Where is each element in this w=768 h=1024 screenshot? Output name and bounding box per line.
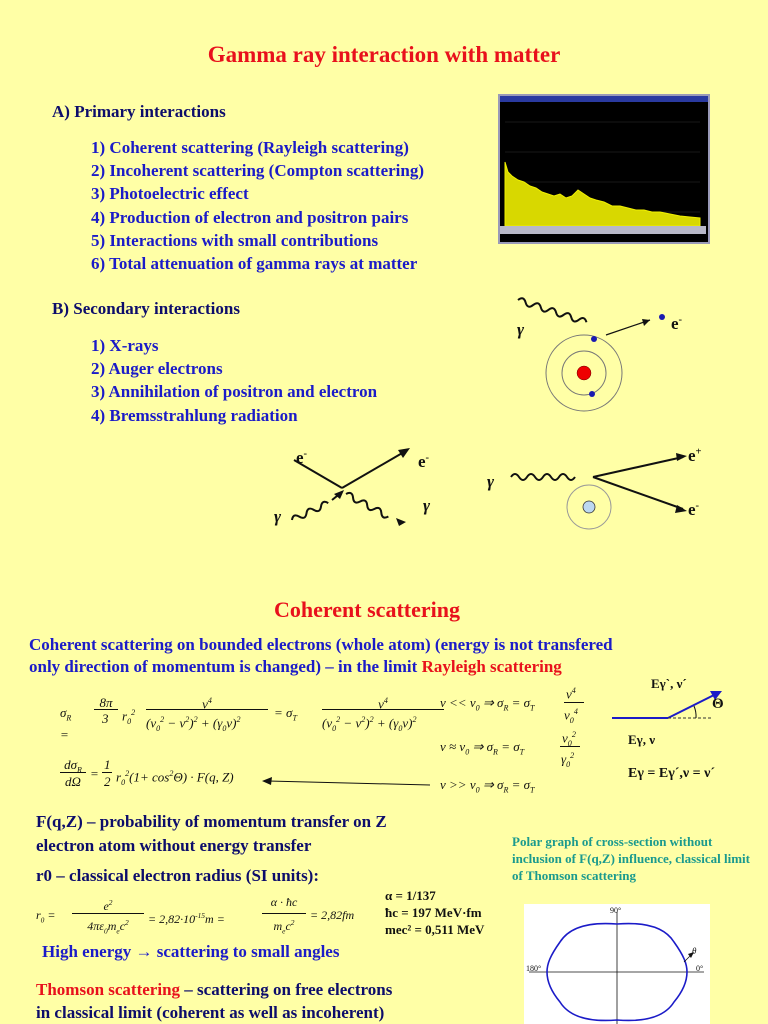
primary-heading: A) Primary interactions	[52, 102, 226, 121]
pointer-arrow	[262, 777, 432, 789]
polar-graph	[524, 904, 710, 1024]
list-item: 6) Total attenuation of gamma rays at matter	[91, 254, 418, 274]
coherent-intro	[29, 634, 613, 678]
pair-production-diagram	[505, 445, 705, 535]
gamma-out-label: γ	[423, 496, 431, 515]
limit-high: $\nu >> \nu_0$ ⇒ $\sigma_R = \sigma_T$	[440, 777, 535, 795]
secondary-list	[91, 334, 377, 427]
list-item: 5) Interactions with small contributions	[91, 230, 379, 250]
electron-dot	[589, 391, 595, 397]
electron-label: e-	[671, 314, 683, 333]
list-item: 2) Incoherent scattering (Compton scattering)	[91, 161, 425, 181]
coherent-heading: Coherent scattering	[274, 597, 460, 622]
thomson-term: Thomson scattering	[36, 980, 181, 999]
electron-out-label: e-	[418, 452, 430, 471]
incident-energy-label: Eγ, ν	[628, 732, 656, 747]
polar-caption: Polar graph of cross-section without inclusion of F(q,Z) influence, classical limit of Thomson scattering	[512, 834, 750, 883]
gamma-wave	[517, 297, 587, 325]
constant-hbar-c: ħc = 197 MeV·fm	[385, 905, 482, 920]
gamma-wave	[511, 474, 575, 480]
list-item: 4) Production of electron and positron pairs	[91, 207, 409, 227]
polar-label-90: 90°	[610, 906, 622, 915]
fqz-line: F(q,Z) – probability of momentum transfer on Z	[36, 812, 387, 831]
rayleigh-term: Rayleigh scattering	[421, 657, 562, 676]
polar-label-0: 0°	[696, 964, 704, 973]
list-item: 2) Auger electrons	[91, 359, 223, 379]
electron-dot	[659, 314, 665, 320]
electron-dot	[591, 336, 597, 342]
theta-label: Θ	[712, 696, 724, 712]
gamma-label: γ	[487, 472, 495, 491]
list-item: 1) Coherent scattering (Rayleigh scattering)	[91, 138, 409, 157]
fqz-line: electron atom without energy transfer	[36, 836, 312, 855]
primary-list	[91, 136, 424, 275]
fqz-description	[36, 810, 387, 858]
spectrum-trace	[505, 162, 700, 226]
constants-block	[385, 887, 484, 938]
high-energy-note: High energy → scattering to small angles	[42, 942, 340, 961]
photoelectric-diagram	[510, 290, 710, 410]
scattered-energy-label: Eγ`, ν´	[651, 676, 687, 691]
coherent-intro-line: Coherent scattering on bounded electrons (whole atom) (energy is not transfered	[29, 635, 613, 654]
spectrum-plot	[500, 102, 706, 234]
gamma-label: γ	[517, 320, 525, 339]
gamma-in-label: γ	[274, 507, 282, 526]
polar-label-theta: θ	[692, 946, 697, 956]
gamma-in-wave	[291, 500, 330, 522]
nucleus	[577, 366, 591, 380]
thomson-line: Thomson scattering – scattering on free electrons	[36, 980, 393, 999]
list-item: 4) Bremsstrahlung radiation	[91, 405, 298, 425]
polar-label-180: 180°	[526, 964, 542, 973]
constant-alpha: α = 1/137	[385, 888, 436, 903]
page-title: Gamma ray interaction with matter	[207, 42, 561, 67]
coherent-intro-line: only direction of momentum is changed) – in the limit Rayleigh scattering	[29, 657, 562, 676]
list-item: 1) X-rays	[91, 336, 159, 355]
list-item: 3) Photoelectric effect	[91, 184, 249, 204]
electron-label: e-	[688, 500, 700, 519]
thomson-line: in classical limit (coherent as well as incoherent)	[36, 1003, 385, 1022]
energy-conservation: Eγ = Eγ´,ν = ν´	[628, 766, 716, 781]
constant-electron-mass: mec² = 0,511 MeV	[385, 922, 485, 937]
electron-in-label: e-	[296, 448, 308, 467]
gamma-out-wave	[345, 491, 390, 519]
spectrum-screenshot	[498, 94, 710, 244]
list-item: 3) Annihilation of positron and electron	[91, 382, 378, 402]
secondary-heading: B) Secondary interactions	[52, 299, 240, 318]
polar-graph-svg	[524, 904, 710, 1024]
positron-label: e+	[688, 446, 702, 465]
thomson-note	[36, 978, 392, 1024]
r0-description: r0 – classical electron radius (SI units):	[36, 866, 320, 885]
r0-formula: $r_0$ = $e^2$ $4\pi\varepsilon_0m_ec^2$ = $2,82\cdot 10^{-15}m$ = α · ħc $m_ec^2$ = 2,82fm	[36, 895, 355, 936]
nucleus	[583, 501, 595, 513]
